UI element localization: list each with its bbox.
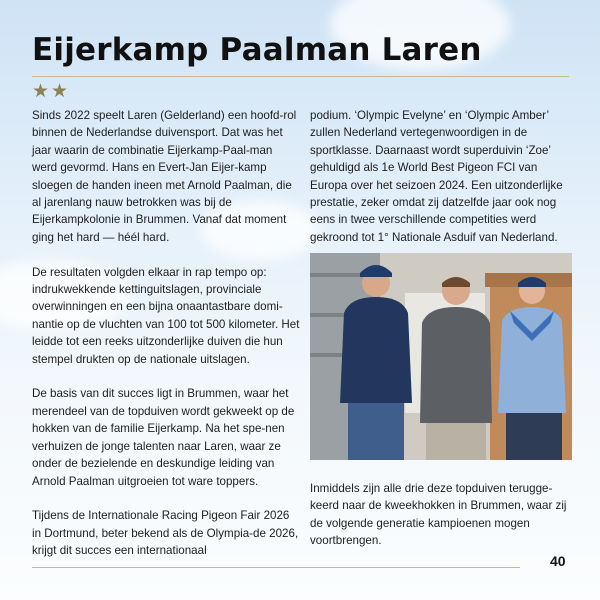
article-paragraph: De resultaten volgden elkaar in rap tempo op: indrukwekkende kettinguitslagen, provinciale overwinningen en een bijna onaantastbare domi-nantie op de vluchten van 100 tot 500 kilometer. Het leidde tot een reeks uitzonderlijke duiven die hun stempel drukten op de nationale uitslagen.	[32, 265, 300, 366]
star-icon: ★	[32, 81, 50, 102]
title-divider	[32, 76, 569, 77]
footer-divider	[32, 567, 520, 568]
article-right-column-bottom	[310, 480, 572, 567]
team-photo-illustration	[310, 253, 572, 460]
page-number: 40	[550, 553, 566, 569]
article-paragraph: Tijdens de Internationale Racing Pigeon Fair 2026 in Dortmund, beter bekend als de Olympia-de 2026, krijgt dit succes een internationaal	[32, 509, 299, 558]
article-paragraph: Sinds 2022 speelt Laren (Gelderland) een hoofd-rol binnen de Nederlandse duivensport. Dat was het jaar waarin de combinatie Eijerkamp-Paal-man werd gevormd. Hans en Evert-Jan Eijer-kamp sloegen de handen ineen met Arnold Paalman, die al jarenlang nauw betrokken was bij de Eijerkampkolonie in Brummen. Vanaf dat moment ging het hard — héél hard.	[32, 109, 297, 244]
rating-stars	[32, 82, 68, 101]
article-paragraph: De basis van dit succes ligt in Brummen, waar het merendeel van de topduiven wordt gekweekt op de hokken van de familie Eijerkamp. Na het spe-nen verhuizen de jonge talenten naar Laren, waar ze onder de bezielende en deskundige leiding van Arnold Paalman uitgroeien tot ware toppers.	[32, 387, 295, 488]
page-title: Eijerkamp Paalman Laren	[32, 32, 482, 68]
article-paragraph: podium. ‘Olympic Evelyne’ en ‘Olympic Amber’ zullen Nederland vertegenwoordigen in de sportklasse. Daarnaast wordt superduivin ‘Zoe’ gehuldigd als 1e World Best Pigeon FCI van Europa over het seizoen 2024. Een uitzonderlijke prestatie, zeker omdat zij datzelfde jaar ook nog eens in twee verschillende competities werd gekroond tot 1° Nationale Asduif van Nederland.	[310, 109, 563, 244]
star-icon: ★	[51, 81, 69, 102]
article-left-column	[32, 107, 300, 577]
article-paragraph: Inmiddels zijn alle drie deze topduiven terugge-keerd naar de kweekhokken in Brummen, waar zij de volgende generatie kampioenen mogen voortbrengen.	[310, 482, 567, 548]
team-photo	[310, 253, 572, 460]
article-right-column-top	[310, 107, 572, 264]
